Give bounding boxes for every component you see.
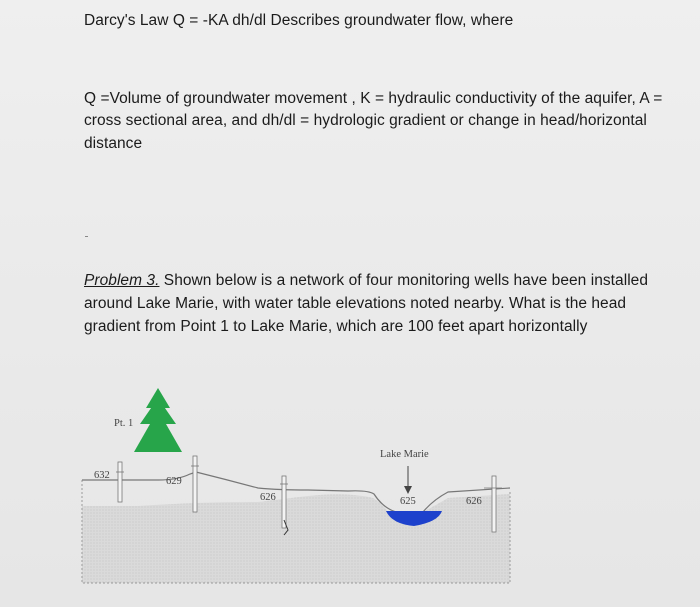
well-value-625: 625	[400, 496, 416, 507]
stray-mark	[85, 236, 88, 237]
definition-line-1: Q =Volume of groundwater movement , K = hydraulic conductivity of the aquifer, A =	[84, 90, 663, 107]
lake-marie-label: Lake Marie	[380, 449, 429, 460]
problem-line-1	[84, 272, 648, 290]
cross-section-diagram	[78, 380, 528, 590]
well-value-626-right: 626	[466, 496, 482, 507]
definition-line-2: cross sectional area, and dh/dl = hydrologic gradient or change in head/horizontal	[84, 112, 647, 129]
lake-arrowhead	[404, 486, 412, 494]
tree-icon	[134, 388, 182, 452]
well-pt-1	[116, 462, 124, 502]
problem-line-3: gradient from Point 1 to Lake Marie, which are 100 feet apart horizontally	[84, 318, 588, 335]
pt-1-label: Pt. 1	[114, 418, 134, 429]
problem-line-2: around Lake Marie, with water table elevations noted nearby. What is the head	[84, 295, 627, 312]
problem-label: Problem 3.	[84, 272, 160, 289]
problem-text-1: Shown below is a network of four monitoring wells have been installed	[159, 272, 649, 289]
well-value-626-left: 626	[260, 492, 276, 503]
well-value-632: 632	[94, 470, 110, 481]
darcys-law-heading: Darcy's Law Q = -KA dh/dl Describes groundwater flow, where	[84, 12, 514, 29]
aquifer-fill	[82, 494, 510, 583]
well-value-629: 629	[166, 476, 182, 487]
definition-line-3: distance	[84, 135, 143, 152]
